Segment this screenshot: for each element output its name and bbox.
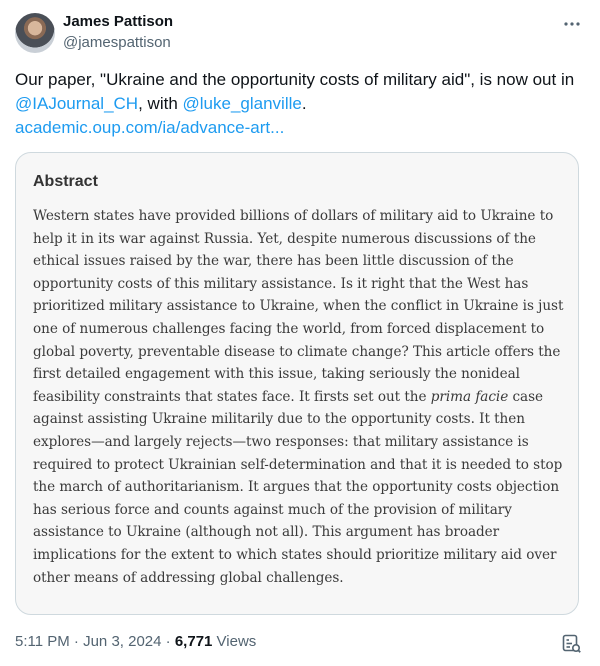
- views-label: Views: [212, 633, 257, 650]
- author-name[interactable]: James Pattison: [63, 13, 174, 30]
- abstract-line: one of numerous challenges facing the world, from forced displacement to: [33, 320, 545, 337]
- mention-luke-glanville[interactable]: @luke_glanville: [182, 94, 302, 113]
- abstract-image-card[interactable]: [15, 152, 579, 615]
- abstract-line: opportunity costs of this military assistance. Is it right that the West has: [33, 275, 529, 292]
- abstract-line: first detailed engagement with this issue, taking seriously the nonideal: [33, 366, 520, 383]
- abstract-line: prioritized military assistance to Ukraine, when the conflict in Ukraine is just: [33, 298, 564, 315]
- tweet-text: [15, 68, 585, 140]
- tweet-text-part: , with: [138, 94, 183, 113]
- abstract-line: Western states have provided billions of dollars of military aid to Ukraine to: [33, 208, 554, 224]
- abstract-line: the march of authoritarianism. It argues that the opportunity costs objection: [33, 479, 560, 496]
- abstract-line: global poverty, preventable disease to climate change? This article offers the: [33, 343, 561, 360]
- tweet-date[interactable]: Jun 3, 2024: [83, 633, 162, 650]
- more-icon[interactable]: [560, 12, 584, 36]
- views-count: 6,771: [174, 633, 213, 650]
- abstract-line: [33, 386, 563, 409]
- abstract-heading: Abstract: [33, 173, 98, 190]
- author-handle[interactable]: @jamespattison: [63, 34, 171, 51]
- abstract-line: explores—and largely rejects—two responses: that military assistance is: [33, 433, 529, 450]
- abstract-line-start: feasibility constraints that states face. It firsts set out the: [33, 388, 431, 405]
- analytics-icon[interactable]: [561, 633, 581, 653]
- tweet-meta: [15, 633, 256, 650]
- tweet-time[interactable]: 5:11 PM: [15, 633, 70, 650]
- abstract-line: ethical issues raised by the war, there has been little discussion of the: [33, 253, 514, 270]
- tweet-text-part: .: [301, 94, 307, 113]
- abstract-line: assistance to Ukraine (although not all). This argument has broader: [33, 524, 500, 541]
- mention-iajournal[interactable]: @IAJournal_CH: [15, 94, 139, 113]
- abstract-line: has serious force and counts against much of the provision of military: [33, 501, 512, 518]
- abstract-italic-phrase: prima facie: [430, 388, 509, 405]
- avatar[interactable]: [15, 13, 55, 53]
- meta-separator: ·: [69, 633, 84, 650]
- abstract-line: required to protect Ukrainian self-determination and that it is needed to stop: [33, 456, 563, 473]
- abstract-line: help it in its war against Russia. Yet, despite numerous discussions of the: [33, 230, 536, 247]
- abstract-line: against assisting Ukraine militarily due to the opportunity costs. It then: [33, 411, 525, 428]
- abstract-body: [33, 205, 563, 589]
- article-link[interactable]: academic.oup.com/ia/advance-art...: [15, 118, 285, 137]
- abstract-line: implications for the extent to which states should prioritize military aid over: [33, 546, 557, 563]
- abstract-line: other means of addressing global challenges.: [33, 569, 344, 586]
- abstract-line-end: case: [508, 388, 544, 405]
- meta-separator: ·: [161, 633, 175, 650]
- tweet-text-part: Our paper, "Ukraine and the opportunity costs of military aid", is now out in: [15, 70, 575, 89]
